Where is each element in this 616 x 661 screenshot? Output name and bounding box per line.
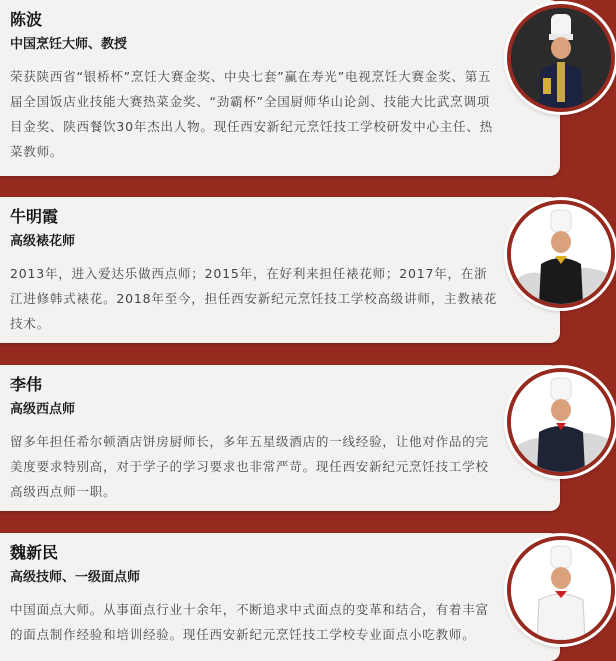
chef-portrait-icon bbox=[511, 8, 611, 108]
chef-card bbox=[0, 365, 560, 511]
chef-name: 魏新民 bbox=[10, 543, 59, 562]
chef-card bbox=[0, 0, 560, 176]
chef-photo bbox=[507, 4, 615, 112]
chef-photo bbox=[507, 368, 615, 476]
chef-description: 2013年，进入爱达乐做西点师；2015年，在好利来担任裱花师；2017年，在浙江进修韩式裱花。2018年至今，担任西安新纪元烹饪技工学校高级讲师，主教裱花技术。 bbox=[10, 266, 498, 331]
chef-description: 留多年担任希尔顿酒店饼房厨师长，多年五星级酒店的一线经验，让他对作品的完美度要求特别高，对于学子的学习要求也非常严苛。现任西安新纪元烹饪技工学校高级西点师一职。 bbox=[10, 434, 489, 499]
chef-description: 荣获陕西省“银桥杯”烹饪大赛金奖、中央七套”赢在寿光”电视烹饪大赛金奖、第五届全国饭店业技能大赛热菜金奖、“劲霸杯”全国厨师华山论剑、技能大比武烹调项目金奖、陕西餐饮30年杰出人物。现任西安新纪元烹饪技工学校研发中心主任、热菜教师。 bbox=[10, 69, 494, 159]
chef-title: 高级裱花师 bbox=[10, 234, 76, 249]
chef-title: 高级技师、一级面点师 bbox=[10, 570, 141, 585]
chef-description: 中国面点大师。从事面点行业十余年，不断追求中式面点的变革和结合，有着丰富的面点制作经验和培训经验。现任西安新纪元烹饪技工学校专业面点小吃教师。 bbox=[10, 602, 489, 642]
chef-name: 李伟 bbox=[10, 375, 43, 394]
chef-title: 高级西点师 bbox=[10, 402, 76, 417]
chef-card bbox=[0, 197, 560, 343]
chef-photo bbox=[507, 200, 615, 308]
chef-card bbox=[0, 533, 560, 661]
chef-photo bbox=[507, 536, 615, 644]
chef-portrait-icon bbox=[511, 204, 611, 304]
chef-portrait-icon bbox=[511, 540, 611, 640]
chef-portrait-icon bbox=[511, 372, 611, 472]
chef-title: 中国烹饪大师、教授 bbox=[10, 37, 128, 52]
chef-name: 陈波 bbox=[10, 10, 43, 29]
chef-name: 牛明霞 bbox=[10, 207, 59, 226]
